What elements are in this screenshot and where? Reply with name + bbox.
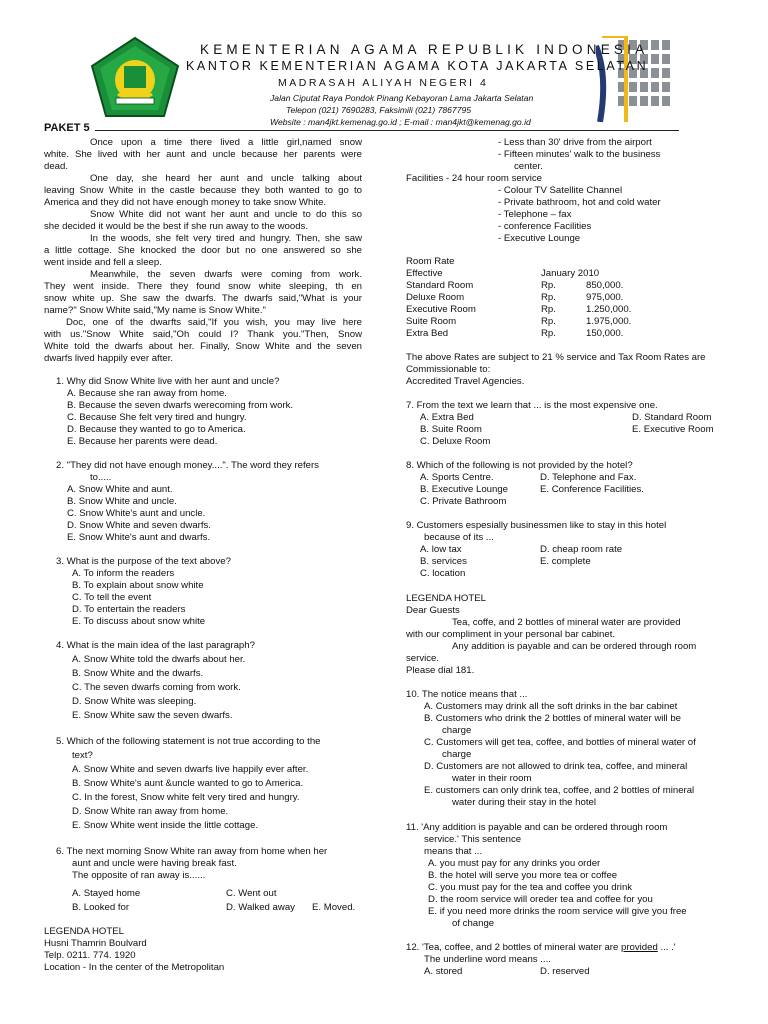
- story-line: name?" Snow White said,"My name is Snow White.": [44, 305, 266, 316]
- story-line: white. She lived with her aunt and uncle because her parents were: [44, 149, 362, 160]
- hotel-details: [406, 137, 724, 245]
- option[interactable]: E. customers can only drink tea, coffee, and 2 bottles of mineral: [424, 785, 695, 796]
- option[interactable]: D. the room service will oreder tea and coffee for you: [428, 894, 653, 905]
- story-line: went inside and fell a sleep.: [44, 257, 162, 268]
- option[interactable]: B. Snow White and the dwarfs.: [72, 668, 204, 679]
- question-8: [406, 460, 724, 508]
- header-address: Jalan Ciputat Raya Pondok Pinang Kebayoran Lama Jakarta Selatan: [270, 93, 534, 103]
- option[interactable]: E. To discuss about snow white: [72, 616, 206, 627]
- question-12: [406, 942, 724, 978]
- option[interactable]: D. Snow White ran away from home.: [72, 806, 229, 817]
- option[interactable]: A. Because she ran away from home.: [67, 388, 227, 399]
- notice-line: service.: [406, 653, 440, 664]
- option[interactable]: D. Snow White was sleeping.: [72, 696, 197, 707]
- question-stem-cont: aunt and uncle were having break fast.: [72, 858, 237, 869]
- question-stem-cont: The opposite of ran away is......: [72, 870, 206, 881]
- option[interactable]: E. Snow White went inside the little cottage.: [72, 820, 259, 831]
- option[interactable]: C. Because She felt very tired and hungry.: [67, 412, 247, 423]
- option[interactable]: C. Snow White's aunt and uncle.: [67, 508, 206, 519]
- underlined-word: provided: [620, 942, 658, 953]
- question-stem-cont: service.' This sentence: [424, 834, 522, 845]
- option[interactable]: C. location: [420, 568, 466, 579]
- option[interactable]: E. Executive Room: [632, 424, 714, 435]
- story-line: White told the dwarfs about her. Finally, Snow White and the seven: [44, 341, 362, 352]
- rate-note: Accredited Travel Agencies.: [406, 376, 525, 387]
- rate-price: 975,000.: [586, 292, 624, 303]
- option[interactable]: D. Telephone and Fax.: [540, 472, 637, 483]
- option[interactable]: C. Customers will get tea, coffee, and bottles of mineral water of: [424, 737, 696, 748]
- room-rate-title: Room Rate: [406, 256, 455, 267]
- question-stem: 2. "They did not have enough money....". The word they refers: [56, 460, 319, 471]
- header-phone: Telepon (021) 7690283, Faksimili (021) 7867795: [286, 105, 472, 115]
- story-line: she decided it would be the best if she run away to the woods.: [44, 221, 308, 232]
- rate-currency: Rp.: [541, 304, 556, 315]
- rate-room: Executive Room: [406, 304, 476, 315]
- option[interactable]: B. Because the seven dwarfs werecoming from work.: [67, 400, 294, 411]
- rate-room: Suite Room: [406, 316, 457, 327]
- option[interactable]: E. Snow White's aunt and dwarfs.: [67, 532, 211, 543]
- option[interactable]: D. Walked away: [226, 902, 295, 913]
- rate-room: Extra Bed: [406, 328, 449, 339]
- option-cont: water in their room: [452, 773, 532, 784]
- question-stem: 3. What is the purpose of the text above?: [56, 556, 231, 567]
- option[interactable]: D. To entertain the readers: [72, 604, 186, 615]
- rate-currency: Rp.: [541, 316, 556, 327]
- option[interactable]: A. Snow White told the dwarfs about her.: [72, 654, 246, 665]
- notice-line: Any addition is payable and can be ordered through room: [452, 641, 697, 652]
- option[interactable]: A. Extra Bed: [420, 412, 474, 423]
- rate-room: Standard Room: [406, 280, 474, 291]
- story-line: One day, she heard her aunt and uncle talking about: [90, 173, 362, 184]
- hotel-location: Location - In the center of the Metropolitan: [44, 962, 225, 973]
- question-stem: 4. What is the main idea of the last paragraph?: [56, 640, 255, 651]
- facility-item: - Telephone – fax: [498, 209, 572, 220]
- rate-row: [406, 280, 724, 292]
- rate-price: 1.250,000.: [586, 304, 632, 315]
- rate-currency: Rp.: [541, 328, 556, 339]
- hotel-location-line: - Fifteen minutes' walk to the business: [498, 149, 661, 160]
- option[interactable]: B. Executive Lounge: [420, 484, 509, 495]
- question-10: [406, 689, 724, 809]
- hotel-notice: [406, 593, 724, 677]
- question-7: [406, 400, 724, 448]
- hotel-phone: Telp. 0211. 774. 1920: [44, 950, 136, 961]
- hotel-name: LEGENDA HOTEL: [44, 926, 124, 937]
- question-2: [56, 460, 319, 544]
- rate-row: [406, 292, 724, 304]
- option[interactable]: C. Private Bathroom: [420, 496, 507, 507]
- option[interactable]: B. Looked for: [72, 902, 130, 913]
- question-3: [56, 556, 231, 628]
- question-4: [56, 640, 255, 722]
- rate-row: [406, 316, 724, 328]
- facility-item: - Colour TV Satellite Channel: [498, 185, 623, 196]
- question-9: [406, 520, 724, 582]
- question-stem-cont: text?: [72, 750, 93, 761]
- header-rule: [95, 130, 679, 131]
- story-line: Once upon a time there lived a little girl,named snow: [90, 137, 362, 148]
- question-5: [56, 736, 321, 832]
- option[interactable]: D. Snow White and seven dwarfs.: [67, 520, 211, 531]
- story-line: Meanwhile, the seven dwarfs were coming from work.: [90, 269, 362, 280]
- option-cont: water during their stay in the hotel: [452, 797, 596, 808]
- story-line: dwarfs lived happily ever after.: [44, 353, 174, 364]
- option-cont: charge: [442, 749, 472, 760]
- option[interactable]: B. services: [420, 556, 467, 567]
- option[interactable]: C. you must pay for the tea and coffee you drink: [428, 882, 633, 893]
- header-ministry: KEMENTERIAN AGAMA REPUBLIK INDONESIA: [200, 42, 649, 57]
- story-line: They went inside. There they found snow white sleeping, th en: [44, 281, 362, 292]
- rate-currency: Rp.: [541, 280, 556, 291]
- rate-price: 850,000.: [586, 280, 624, 291]
- option[interactable]: E. Moved.: [312, 902, 356, 913]
- paket-label: PAKET 5: [44, 122, 90, 134]
- option[interactable]: B. Suite Room: [420, 424, 482, 435]
- question-stem: 7. From the text we learn that ... is the most expensive one.: [406, 400, 658, 411]
- question-stem-cont: to.....: [90, 472, 112, 483]
- question-stem: 5. Which of the following statement is not true according to the: [56, 736, 321, 747]
- option[interactable]: A. stored: [424, 966, 463, 977]
- option[interactable]: D. reserved: [540, 966, 590, 977]
- option[interactable]: A. Sports Centre.: [420, 472, 494, 483]
- hotel-address: Husni Thamrin Boulvard: [44, 938, 147, 949]
- story-line: Doc, one of the dwarfts said,"If you wish, you may live here: [66, 317, 362, 328]
- option[interactable]: C. Deluxe Room: [420, 436, 491, 447]
- question-stem: 8. Which of the following is not provided by the hotel?: [406, 460, 633, 471]
- option[interactable]: A. Customers may drink all the soft drinks in the bar cabinet: [424, 701, 678, 712]
- header-school: MADRASAH ALIYAH NEGERI 4: [278, 77, 489, 89]
- rate-room: Deluxe Room: [406, 292, 465, 303]
- rate-currency: Rp.: [541, 292, 556, 303]
- hotel-location-line: center.: [514, 161, 543, 172]
- option[interactable]: E. if you need more drinks the room service will give you free: [428, 906, 687, 917]
- question-stem-cont: The underline word means ....: [424, 954, 551, 965]
- option[interactable]: C. The seven dwarfs coming from work.: [72, 682, 241, 693]
- question-11: [406, 822, 724, 930]
- rate-price: 150,000.: [586, 328, 624, 339]
- option[interactable]: E. complete: [540, 556, 591, 567]
- option[interactable]: D. cheap room rate: [540, 544, 623, 555]
- option[interactable]: A. To inform the readers: [72, 568, 175, 579]
- header-website: Website : man4jkt.kemenag.go.id ; E-mail : man4jkt@kemenag.go.id: [270, 117, 531, 127]
- question-stem-cont: because of its ...: [424, 532, 494, 543]
- option-cont: of change: [452, 918, 495, 929]
- option[interactable]: C. Went out: [226, 888, 277, 899]
- question-1: [56, 376, 293, 448]
- question-stem: 6. The next morning Snow White ran away from home when her: [56, 846, 328, 857]
- hotel-ad: [44, 926, 224, 974]
- option[interactable]: B. Snow White and uncle.: [67, 496, 177, 507]
- option[interactable]: D. Customers are not allowed to drink tea, coffee, and mineral: [424, 761, 688, 772]
- effective-value: January 2010: [541, 268, 600, 279]
- question-stem: [406, 942, 724, 954]
- story-line: a little cottage. She knocked the door but no one answered so she: [44, 245, 362, 256]
- option[interactable]: B. Snow White's aunt &uncle wanted to go to America.: [72, 778, 304, 789]
- option[interactable]: C. To tell the event: [72, 592, 152, 603]
- story-line: In the woods, she felt very tired and hungry. Then, she saw: [90, 233, 362, 244]
- option[interactable]: B. Customers who drink the 2 bottles of mineral water will be: [424, 713, 682, 724]
- rate-price: 1.975,000.: [586, 316, 632, 327]
- stem-text: ... .': [657, 942, 676, 953]
- option[interactable]: B. To explain about snow white: [72, 580, 204, 591]
- rate-row: [406, 304, 724, 316]
- header-office: KANTOR KEMENTERIAN AGAMA KOTA JAKARTA SELATAN: [186, 59, 649, 73]
- rate-note: The above Rates are subject to 21 % service and Tax Room Rates are: [406, 352, 706, 363]
- room-rate-table: [406, 256, 724, 388]
- option[interactable]: A. you must pay for any drinks you order: [428, 858, 601, 869]
- option-cont: charge: [442, 725, 472, 736]
- story-line: with us."Snow White said,"Oh could I? Thank you."Then, Snow: [44, 329, 362, 340]
- notice-line: Tea, coffe, and 2 bottles of mineral water are provided: [452, 617, 681, 628]
- facility-item: - Private bathroom, hot and cold water: [498, 197, 661, 208]
- option[interactable]: A. Stayed home: [72, 888, 141, 899]
- question-stem: 11. 'Any addition is payable and can be ordered through room: [406, 822, 668, 833]
- stem-text: 12. 'Tea, coffee, and 2 bottles of mineral water are: [406, 942, 621, 953]
- question-stem: 10. The notice means that ...: [406, 689, 528, 700]
- question-stem: 9. Customers espesially businessmen like to stay in this hotel: [406, 520, 667, 531]
- story-line: leaving Snow White in the castle because they both wanted to go to: [44, 185, 362, 196]
- story-line: dead.: [44, 161, 69, 172]
- facility-item: - Executive Lounge: [498, 233, 581, 244]
- effective-label: Effective: [406, 268, 443, 279]
- option[interactable]: D. Because they wanted to go to America.: [67, 424, 246, 435]
- notice-line: with our compliment in your personal bar cabinet.: [406, 629, 616, 640]
- story-line: Snow White did not want her aunt and uncle to do this so: [90, 209, 362, 220]
- ministry-logo: [88, 36, 182, 120]
- story-line: snow white up. She saw the dwarfs. The dwarfs said,"What is your: [44, 293, 362, 304]
- option[interactable]: B. the hotel will serve you more tea or coffee: [428, 870, 618, 881]
- facility-item: - conference Facilities: [498, 221, 592, 232]
- story-text: [44, 137, 362, 365]
- question-stem: 1. Why did Snow White live with her aunt and uncle?: [56, 376, 280, 387]
- story-line: America and they did not have enough money to take snow White.: [44, 197, 327, 208]
- notice-hotel-name: LEGENDA HOTEL: [406, 593, 486, 604]
- option[interactable]: D. Standard Room: [632, 412, 712, 423]
- option[interactable]: C. In the forest, Snow white felt very tired and hungry.: [72, 792, 300, 803]
- option[interactable]: A. low tax: [420, 544, 462, 555]
- option[interactable]: E. Snow White saw the seven dwarfs.: [72, 710, 233, 721]
- option[interactable]: A. Snow White and seven dwarfs live happily ever after.: [72, 764, 309, 775]
- option[interactable]: E. Conference Facilities.: [540, 484, 644, 495]
- rate-note: Commissionable to:: [406, 364, 491, 375]
- notice-greeting: Dear Guests: [406, 605, 460, 616]
- notice-line: Please dial 181.: [406, 665, 475, 676]
- hotel-facilities-label: Facilities - 24 hour room service: [406, 173, 542, 184]
- question-6: [56, 846, 366, 916]
- hotel-location-line: - Less than 30' drive from the airport: [498, 137, 652, 148]
- question-stem-cont: means that ...: [424, 846, 483, 857]
- option[interactable]: A. Snow White and aunt.: [67, 484, 173, 495]
- option[interactable]: E. Because her parents were dead.: [67, 436, 218, 447]
- rate-row: [406, 328, 724, 340]
